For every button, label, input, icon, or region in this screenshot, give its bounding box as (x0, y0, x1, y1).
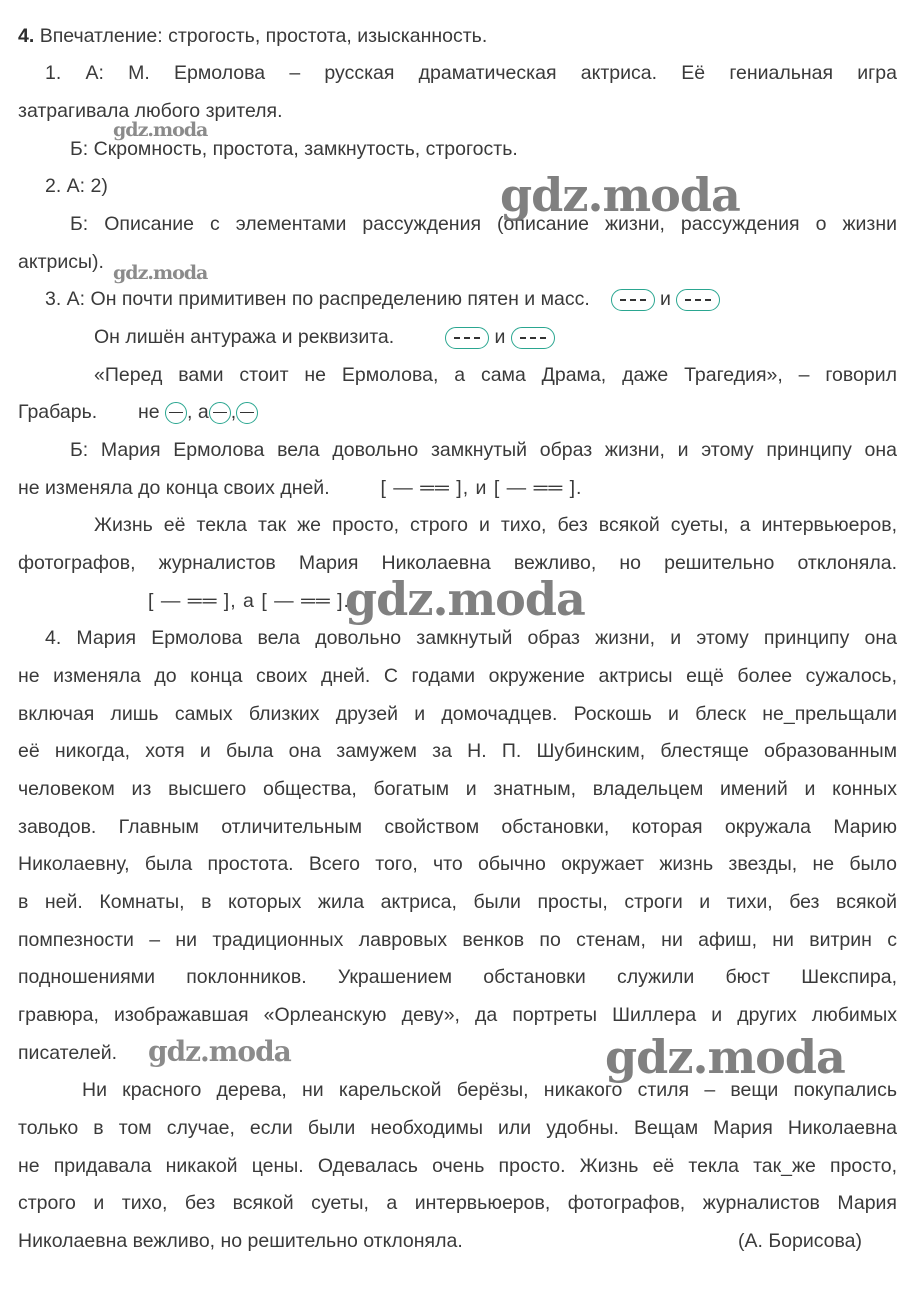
q3-sentence2 (94, 325, 555, 349)
q3-b2-line2: фотографов, журналистов Мария Николаевна вежливо, но решительно отклоняла. (18, 552, 897, 574)
q3-s3-line2 (18, 400, 258, 424)
task-number: 4. (18, 25, 35, 47)
watermark-small: gdz.moda (113, 119, 208, 141)
paragraph-line: писателей. (18, 1042, 118, 1064)
q3-s1-and: и (660, 288, 671, 310)
paragraph-line: не придавала никакой цены. Одевалась очень просто. Жизнь её текла так_же просто, (18, 1155, 897, 1177)
subject-oval-icon (511, 327, 555, 349)
task-title: Впечатление: строгость, простота, изысканность. (39, 25, 488, 47)
subject-oval-icon (611, 289, 655, 311)
author-signature: (А. Борисова) (738, 1230, 863, 1252)
q1-a-line1: 1. А: М. Ермолова – русская драматическая актриса. Её гениальная игра (45, 62, 897, 84)
watermark: gdz.moda (605, 1030, 845, 1084)
q3-b1-scheme: [ — ══ ], и [ — ══ ]. (380, 477, 583, 499)
q2-b-line1: Б: Описание с элементами рассуждения (описание жизни, рассуждения о жизни (70, 213, 897, 235)
paragraph-line: человеком из высшего общества, богатым и знатным, владельцем имений и конных (18, 778, 897, 800)
q3-s3-ne: не (138, 401, 160, 423)
q2-b-line2: актрисы). (18, 251, 104, 273)
paragraph-line: включая лишь самых близких друзей и домочадцев. Роскошь и блеск не_прельщали (18, 703, 897, 725)
watermark: gdz.moda (500, 168, 740, 222)
paragraph-line: строго и тихо, без всякой суеты, а интервьюеров, фотографов, журналистов Мария (18, 1192, 897, 1214)
q3-b1-text: не изменяла до конца своих дней. (18, 477, 330, 499)
paragraph-line: 4. Мария Ермолова вела довольно замкнутый образ жизни, и этому принципу она (45, 627, 897, 649)
paragraph-line: заводов. Главным отличительным свойством обстановки, которая окружала Марию (18, 816, 897, 838)
q3-s3-author: Грабарь. (18, 401, 98, 423)
paragraph-line: подношениями поклонников. Украшением обстановки служили бюст Шекспира, (18, 966, 897, 988)
predicate-circle-icon (165, 402, 187, 424)
q3-s3-line1: «Перед вами стоит не Ермолова, а сама Драма, даже Трагедия», – говорил (94, 364, 897, 386)
q3-s2-and: и (494, 326, 506, 348)
paragraph-line: её никогда, хотя и была она замужем за Н. П. Шубинским, блестяще образованным (18, 740, 897, 762)
q3-sentence1 (45, 287, 720, 311)
q3-s3-a: , а (187, 401, 209, 423)
paragraph-line: гравюра, изображавшая «Орлеанскую деву», да портреты Шиллера и других любимых (18, 1004, 897, 1026)
q3-b2-line1: Жизнь её текла так же просто, строго и тихо, без всякой суеты, а интервьюеров, (94, 514, 897, 536)
q2-a-line: 2. А: 2) (45, 175, 108, 197)
q1-a-line2: затрагивала любого зрителя. (18, 100, 283, 122)
q3-b1-line2 (18, 476, 582, 500)
q3-s2-text: Он лишён антуража и реквизита. (94, 326, 395, 348)
paragraph-line: в ней. Комнаты, в которых жила актриса, были просты, строги и тихи, без всякой (18, 891, 897, 913)
paragraph-line: помпезности – ни традиционных лавровых венков по стенам, ни афиш, ни витрин с (18, 929, 897, 951)
task-header (18, 24, 487, 48)
q1-b-line: Б: Скромность, простота, замкнутость, строгость. (70, 138, 518, 160)
q3-s3-comma: , (230, 401, 237, 423)
q3-s1-text: 3. А: Он почти примитивен по распределению пятен и масс. (45, 288, 590, 310)
watermark: gdz.moda (345, 572, 585, 626)
paragraph-line: только в том случае, если были необходимы или удобны. Вещам Мария Николаевна (18, 1117, 897, 1139)
q3-b2-scheme: [ — ══ ], а [ — ══ ]. (148, 590, 350, 612)
predicate-circle-icon (236, 402, 258, 424)
subject-oval-icon (445, 327, 489, 349)
watermark-small: gdz.moda (113, 262, 208, 284)
paragraph-line: Николаевну, была простота. Всего того, что обычно окружает жизнь звезды, не было (18, 853, 897, 875)
predicate-circle-icon (209, 402, 231, 424)
paragraph-line: Николаевна вежливо, но решительно отклоняла. (18, 1230, 463, 1252)
paragraph-line: Ни красного дерева, ни карельской берёзы, никакого стиля – вещи покупались (82, 1079, 897, 1101)
paragraph-line: не изменяла до конца своих дней. С годами окружение актрисы ещё более сужалось, (18, 665, 897, 687)
subject-oval-icon (676, 289, 720, 311)
q3-b1-line1: Б: Мария Ермолова вела довольно замкнутый образ жизни, и этому принципу она (70, 439, 897, 461)
watermark-small: gdz.moda (148, 1035, 291, 1068)
